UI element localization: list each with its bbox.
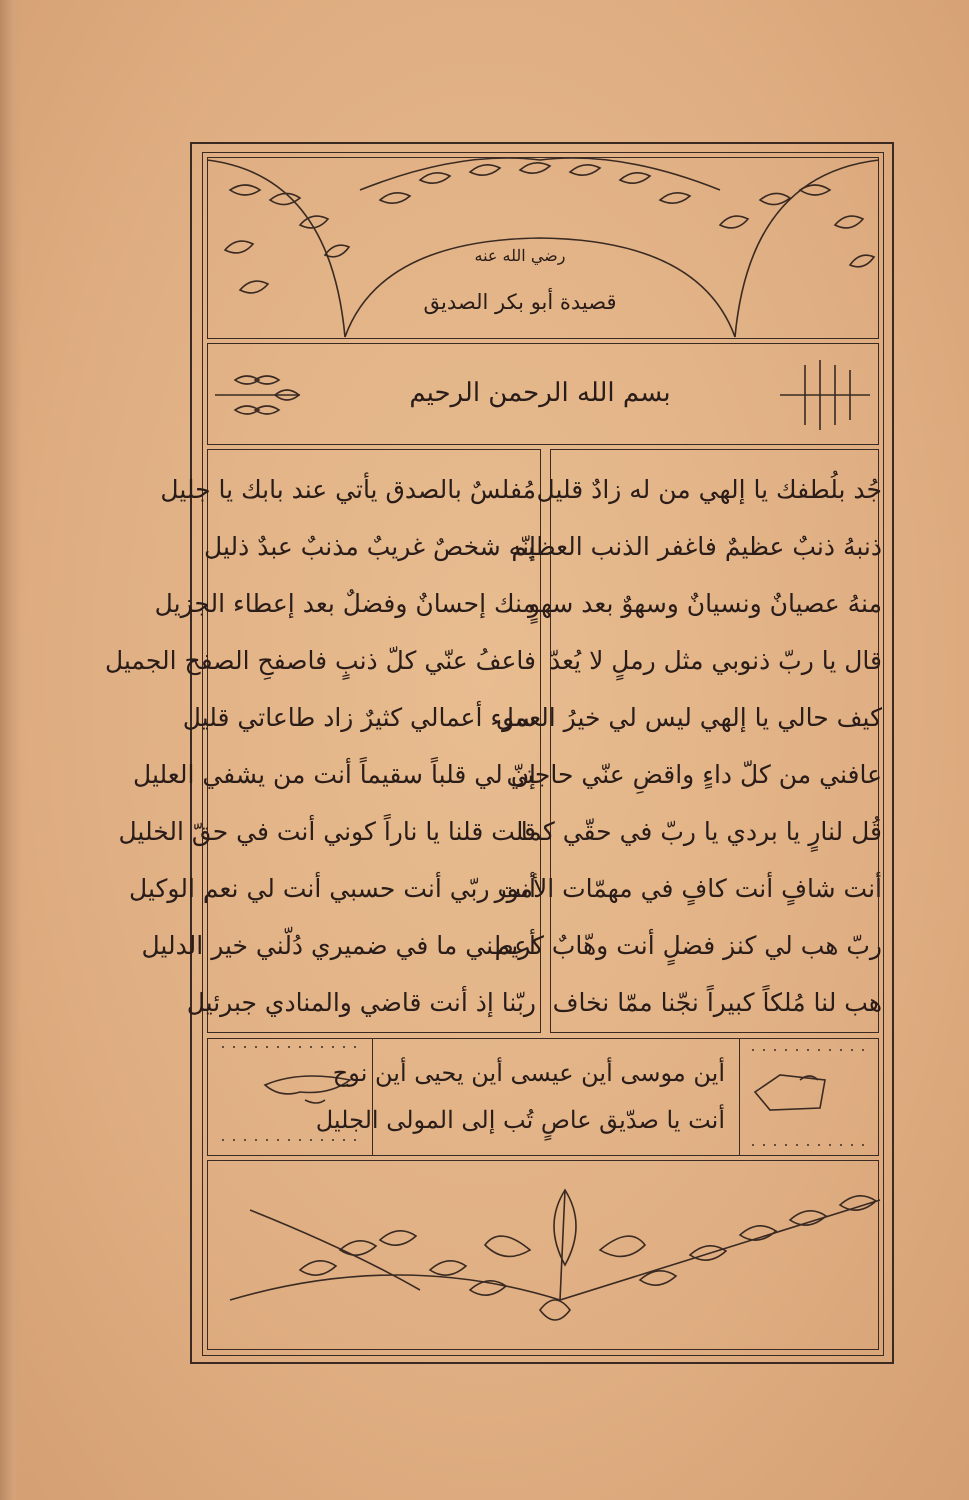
garland-leaves — [225, 158, 874, 293]
verse-line: منك إحسانٌ وفضلٌ بعد إعطاء الجزيل — [154, 589, 536, 618]
couplet-ornament-right — [755, 1075, 825, 1110]
verse-line: فاعفُ عنّي كلّ ذنبٍ فاصفحِ الصفح الجميل — [104, 646, 536, 675]
couplet-line: أنت يا صدّيق عاصٍ تُب إلى المولى الجليل — [315, 1106, 725, 1134]
verse-line: قال يا ربّ ذنوبي مثل رملٍ لا يُعدّ — [548, 646, 882, 675]
verse-line: مُفلسٌ بالصدق يأتي عند بابك يا جليل — [160, 475, 536, 504]
basmala: بسم الله الرحمن الرحيم — [409, 378, 671, 408]
verse-line: ربّنا إذ أنت قاضي والمنادي جبرئيل — [186, 988, 536, 1017]
floral-footer-ornament — [230, 1190, 880, 1320]
verse-line: منهُ عصيانٌ ونسيانٌ وسهوٌ بعد سهوٍ — [527, 589, 882, 618]
verse-line: قُل لنارٍ يا بردي يا ربّ في حقّي كما — [520, 817, 882, 846]
verse-line: قلت قلنا يا ناراً كوني أنت في حقّ الخليل — [118, 817, 536, 846]
basmala-ornament-right — [780, 360, 870, 430]
header-subtitle: رضي الله عنه — [474, 246, 566, 265]
verse-line: ربّ هب لي كنز فضلٍ أنت وهّابٌ كريم — [494, 931, 882, 960]
couplet-line: أين موسى أين عيسى أين يحيى أين نوح — [332, 1059, 725, 1087]
verse-line: إنّ لي قلباً سقيماً أنت من يشفي العليل — [133, 760, 536, 789]
verse-line: كيف حالي يا إلهي ليس لي خيرُ العمل — [495, 703, 882, 732]
verse-line: أنت شافٍ أنت كافٍ في مهمّات الأمور — [494, 874, 882, 903]
verse-line: أعطني ما في ضميري دُلّني خير الدليل — [141, 931, 536, 960]
verse-line: جُد بلُطفك يا إلهي من له زادٌ قليل — [536, 475, 882, 504]
verse-line: سوء أعمالي كثيرٌ زاد طاعاتي قليل — [182, 703, 536, 732]
header-corner-left — [207, 160, 345, 337]
verse-line: إنّه شخصٌ غريبٌ مذنبٌ عبدٌ ذليل — [204, 532, 536, 561]
verse-line: عافني من كلّ داءٍ واقضِ عنّي حاجتي — [506, 760, 882, 789]
verse-line: ذنبهُ ذنبٌ عظيمٌ فاغفر الذنب العظيم — [511, 532, 882, 561]
header-title: قصيدة أبو بكر الصديق — [423, 290, 617, 314]
verse-line: أنت ربّي أنت حسبي أنت لي نعم الوكيل — [129, 874, 536, 903]
basmala-ornament-left — [215, 376, 300, 414]
verse-line: هب لنا مُلكاً كبيراً نجّنا ممّا نخاف — [552, 988, 882, 1017]
